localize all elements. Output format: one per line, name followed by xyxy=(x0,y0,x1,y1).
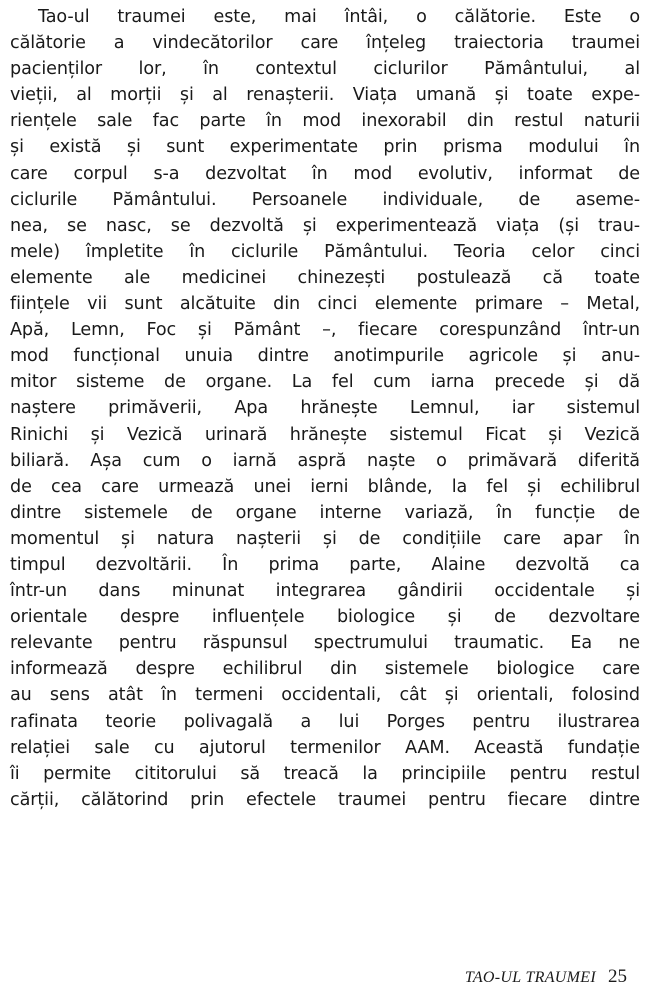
text-line: într-un dans minunat integrarea gândirii occidentale și xyxy=(10,581,640,602)
body-text xyxy=(10,4,640,813)
text-line: care corpul s-a dezvoltat în mod evolutiv, informat de xyxy=(10,163,640,184)
text-line: pacienților lor, în contextul ciclurilor Pământului, al xyxy=(10,59,640,80)
running-head: TAO-UL TRAUMEI xyxy=(464,969,596,986)
page-footer xyxy=(465,966,627,988)
text-line: vieții, al morții și al renașterii. Viața umană și toate expe- xyxy=(10,85,640,106)
text-line: riențele sale fac parte în mod inexorabil din restul naturii xyxy=(10,111,640,132)
text-line: cărții, călătorind prin efectele traumei pentru fiecare dintre xyxy=(10,789,640,810)
text-line: naștere primăverii, Apa hrănește Lemnul, iar sistemul xyxy=(10,398,640,419)
text-line: dintre sistemele de organe interne variază, în funcție de xyxy=(10,502,640,523)
text-line: călătorie a vindecătorilor care înțeleg traiectoria traumei xyxy=(10,33,640,54)
text-line: relevante pentru răspunsul spectrumului traumatic. Ea ne xyxy=(10,633,640,654)
text-line: biliară. Așa cum o iarnă aspră naște o primăvară diferită xyxy=(10,450,640,471)
text-line: au sens atât în termeni occidentali, cât și orientali, folosind xyxy=(10,685,640,706)
text-line: orientale despre influențele biologice și de dezvoltare xyxy=(10,607,640,628)
text-line: Apă, Lemn, Foc și Pământ –, fiecare corespunzând într-un xyxy=(10,320,640,341)
page-number: 25 xyxy=(608,966,627,987)
text-line: Tao-ul traumei este, mai întâi, o călătorie. Este o xyxy=(38,7,640,27)
text-line: mitor sisteme de organe. La fel cum iarna precede și dă xyxy=(10,372,640,393)
text-line: rafinata teorie polivagală a lui Porges pentru ilustrarea xyxy=(10,711,640,732)
text-line: nea, se nasc, se dezvoltă și experimentează viața (și trau- xyxy=(10,215,640,236)
text-line: Rinichi și Vezică urinară hrănește sistemul Ficat și Vezică xyxy=(10,424,640,445)
text-line: îi permite cititorului să treacă la principiile pentru restul xyxy=(10,763,640,784)
text-line: ființele vii sunt alcătuite din cinci elemente primare – Metal, xyxy=(10,294,640,315)
text-line: mod funcțional unuia dintre anotimpurile agricole și anu- xyxy=(10,346,640,367)
text-line: și există și sunt experimentate prin prisma modului în xyxy=(10,137,640,158)
text-line: informează despre echilibrul din sistemele biologice care xyxy=(10,659,640,680)
text-line: de cea care urmează unei ierni blânde, la fel și echilibrul xyxy=(10,476,640,497)
text-line: timpul dezvoltării. În prima parte, Alaine dezvoltă ca xyxy=(10,554,640,575)
text-line: ciclurile Pământului. Persoanele individuale, de aseme- xyxy=(10,189,640,210)
text-line: mele) împletite în ciclurile Pământului. Teoria celor cinci xyxy=(10,241,640,262)
text-line: momentul și natura nașterii și de condițiile care apar în xyxy=(10,528,640,549)
text-line: elemente ale medicinei chinezești postulează că toate xyxy=(10,267,640,288)
text-line: relației sale cu ajutorul termenilor AAM. Această fundație xyxy=(10,737,640,758)
